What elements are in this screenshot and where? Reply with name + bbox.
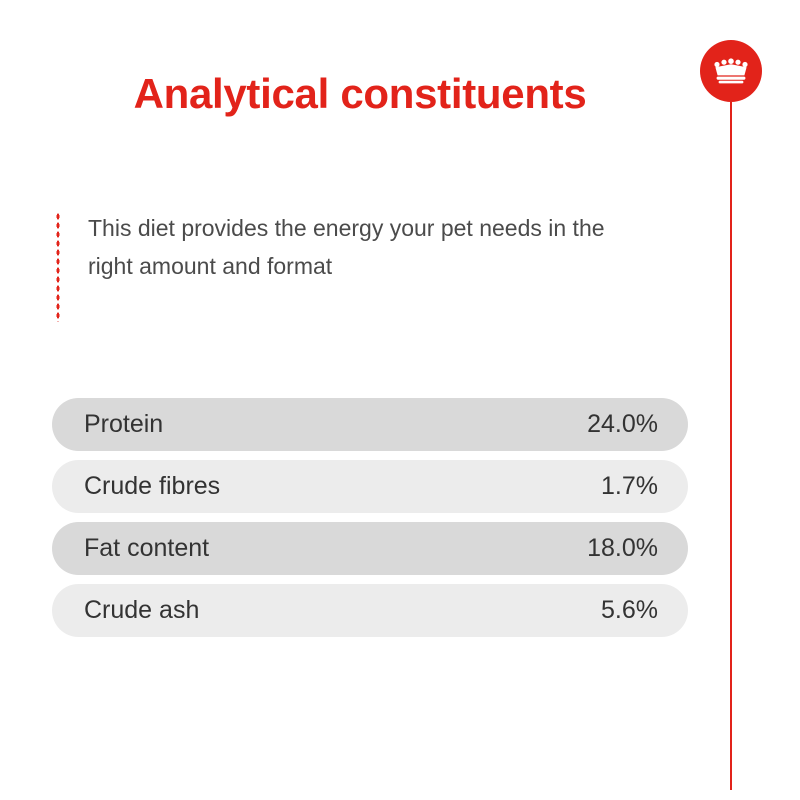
constituent-label: Fat content [84,534,210,562]
constituent-label: Crude ash [84,596,200,624]
dotted-rule-decoration [56,212,60,322]
constituent-value: 18.0% [587,534,658,562]
intro-text: This diet provides the energy your pet needs in the right amount and format [88,215,605,279]
table-row [52,398,688,451]
constituents-table [52,398,688,646]
table-row [52,460,688,513]
constituent-value: 5.6% [601,596,658,624]
page-title: Analytical constituents [133,70,587,117]
constituent-value: 24.0% [587,410,658,438]
table-row [52,522,688,575]
constituent-label: Crude fibres [84,472,221,500]
table-row [52,584,688,637]
brand-vertical-line [730,102,732,790]
constituent-value: 1.7% [601,472,658,500]
intro-block [56,210,656,322]
constituent-label: Protein [84,410,164,438]
